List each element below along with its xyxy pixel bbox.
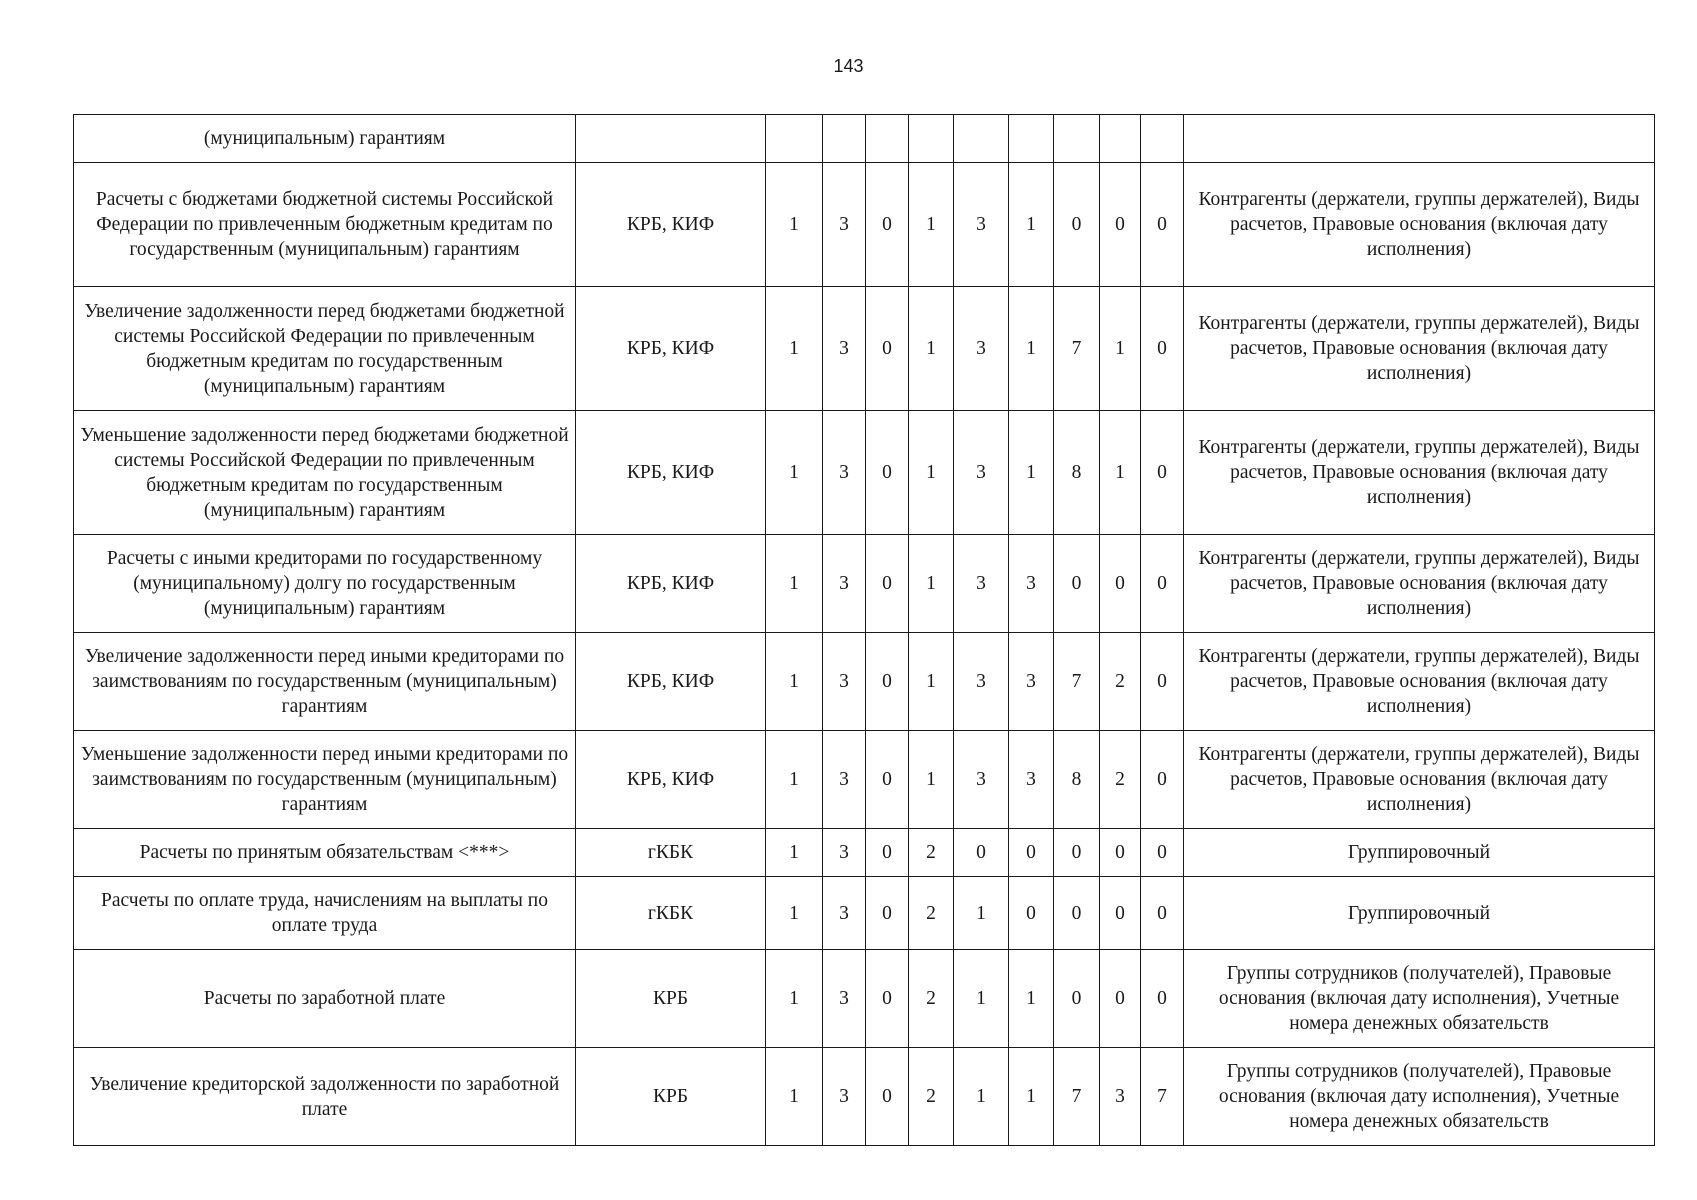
code-digit-cell: 2 bbox=[909, 1048, 954, 1146]
code-digit-cell: 0 bbox=[1141, 877, 1184, 950]
code-digit-cell: 0 bbox=[866, 633, 909, 731]
account-type-cell: КРБ, КИФ bbox=[576, 535, 766, 633]
code-digit-cell: 3 bbox=[823, 950, 866, 1048]
code-digit-cell: 0 bbox=[866, 535, 909, 633]
analytics-cell: Контрагенты (держатели, группы держателей), Виды расчетов, Правовые основания (включая дату исполнения) bbox=[1184, 633, 1655, 731]
code-digit-cell: 0 bbox=[1141, 287, 1184, 411]
code-digit-cell: 0 bbox=[866, 1048, 909, 1146]
table-row bbox=[74, 731, 1655, 829]
code-digit-cell: 0 bbox=[1141, 163, 1184, 287]
code-digit-cell: 3 bbox=[823, 731, 866, 829]
code-digit-cell bbox=[954, 115, 1009, 163]
table-body bbox=[74, 115, 1655, 1146]
code-digit-cell: 0 bbox=[1141, 829, 1184, 877]
code-digit-cell: 0 bbox=[954, 829, 1009, 877]
code-digit-cell: 3 bbox=[823, 1048, 866, 1146]
code-digit-cell bbox=[1009, 115, 1054, 163]
code-digit-cell: 2 bbox=[909, 829, 954, 877]
table-row bbox=[74, 535, 1655, 633]
analytics-cell: Группировочный bbox=[1184, 877, 1655, 950]
code-digit-cell: 1 bbox=[766, 287, 823, 411]
code-digit-cell bbox=[766, 115, 823, 163]
table-row bbox=[74, 163, 1655, 287]
code-digit-cell: 0 bbox=[866, 877, 909, 950]
accounts-table bbox=[73, 114, 1655, 1146]
code-digit-cell: 1 bbox=[766, 633, 823, 731]
account-name-cell: Увеличение задолженности перед иными кредиторами по заимствованиям по государственным (муниципальным) гарантиям bbox=[74, 633, 576, 731]
code-digit-cell: 7 bbox=[1054, 1048, 1100, 1146]
account-type-cell: КРБ, КИФ bbox=[576, 411, 766, 535]
code-digit-cell: 0 bbox=[866, 829, 909, 877]
code-digit-cell: 3 bbox=[823, 633, 866, 731]
account-name-cell: Уменьшение задолженности перед бюджетами бюджетной системы Российской Федерации по привлеченным бюджетным кредитам по государственным (муниципальным) гарантиям bbox=[74, 411, 576, 535]
code-digit-cell: 1 bbox=[954, 877, 1009, 950]
code-digit-cell: 3 bbox=[1009, 535, 1054, 633]
account-type-cell: КРБ, КИФ bbox=[576, 731, 766, 829]
account-type-cell: КРБ bbox=[576, 950, 766, 1048]
code-digit-cell: 1 bbox=[1009, 950, 1054, 1048]
account-name-cell: Уменьшение задолженности перед иными кредиторами по заимствованиям по государственным (муниципальным) гарантиям bbox=[74, 731, 576, 829]
table-row bbox=[74, 829, 1655, 877]
code-digit-cell: 1 bbox=[1100, 287, 1141, 411]
code-digit-cell: 0 bbox=[866, 950, 909, 1048]
code-digit-cell: 3 bbox=[1009, 731, 1054, 829]
code-digit-cell: 1 bbox=[766, 163, 823, 287]
analytics-cell bbox=[1184, 115, 1655, 163]
code-digit-cell: 0 bbox=[1141, 950, 1184, 1048]
code-digit-cell: 0 bbox=[1054, 877, 1100, 950]
code-digit-cell: 1 bbox=[909, 633, 954, 731]
code-digit-cell: 3 bbox=[823, 163, 866, 287]
table-row bbox=[74, 287, 1655, 411]
code-digit-cell: 3 bbox=[954, 633, 1009, 731]
account-type-cell: КРБ, КИФ bbox=[576, 633, 766, 731]
code-digit-cell: 1 bbox=[766, 877, 823, 950]
account-name-cell: Расчеты по принятым обязательствам <***> bbox=[74, 829, 576, 877]
code-digit-cell: 0 bbox=[1100, 950, 1141, 1048]
code-digit-cell: 1 bbox=[766, 535, 823, 633]
code-digit-cell: 1 bbox=[1009, 163, 1054, 287]
table-row bbox=[74, 877, 1655, 950]
code-digit-cell: 1 bbox=[909, 287, 954, 411]
code-digit-cell: 3 bbox=[954, 287, 1009, 411]
code-digit-cell: 0 bbox=[1009, 877, 1054, 950]
account-name-cell: Увеличение задолженности перед бюджетами бюджетной системы Российской Федерации по привлеченным бюджетным кредитам по государственным (муниципальным) гарантиям bbox=[74, 287, 576, 411]
table-row bbox=[74, 411, 1655, 535]
table-row bbox=[74, 950, 1655, 1048]
analytics-cell: Группировочный bbox=[1184, 829, 1655, 877]
code-digit-cell: 1 bbox=[1100, 411, 1141, 535]
code-digit-cell: 8 bbox=[1054, 731, 1100, 829]
account-type-cell: КРБ, КИФ bbox=[576, 287, 766, 411]
code-digit-cell: 0 bbox=[866, 163, 909, 287]
code-digit-cell: 1 bbox=[1009, 287, 1054, 411]
account-name-cell: Расчеты с бюджетами бюджетной системы Российской Федерации по привлеченным бюджетным кредитам по государственным (муниципальным) гарантиям bbox=[74, 163, 576, 287]
code-digit-cell: 0 bbox=[866, 287, 909, 411]
code-digit-cell: 1 bbox=[1009, 1048, 1054, 1146]
analytics-cell: Контрагенты (держатели, группы держателей), Виды расчетов, Правовые основания (включая дату исполнения) bbox=[1184, 411, 1655, 535]
code-digit-cell bbox=[1141, 115, 1184, 163]
analytics-cell: Контрагенты (держатели, группы держателей), Виды расчетов, Правовые основания (включая дату исполнения) bbox=[1184, 287, 1655, 411]
code-digit-cell: 0 bbox=[1054, 535, 1100, 633]
code-digit-cell: 1 bbox=[909, 411, 954, 535]
table-row bbox=[74, 115, 1655, 163]
account-name-cell: Расчеты с иными кредиторами по государственному (муниципальному) долгу по государственным (муниципальным) гарантиям bbox=[74, 535, 576, 633]
analytics-cell: Контрагенты (держатели, группы держателей), Виды расчетов, Правовые основания (включая дату исполнения) bbox=[1184, 163, 1655, 287]
code-digit-cell bbox=[823, 115, 866, 163]
code-digit-cell: 3 bbox=[1100, 1048, 1141, 1146]
code-digit-cell: 7 bbox=[1141, 1048, 1184, 1146]
code-digit-cell: 3 bbox=[823, 535, 866, 633]
code-digit-cell: 1 bbox=[909, 731, 954, 829]
code-digit-cell: 3 bbox=[954, 731, 1009, 829]
analytics-cell: Контрагенты (держатели, группы держателей), Виды расчетов, Правовые основания (включая дату исполнения) bbox=[1184, 731, 1655, 829]
page-number: 143 bbox=[833, 56, 864, 76]
code-digit-cell bbox=[1054, 115, 1100, 163]
code-digit-cell: 0 bbox=[1100, 829, 1141, 877]
account-name-cell: Расчеты по оплате труда, начислениям на выплаты по оплате труда bbox=[74, 877, 576, 950]
analytics-cell: Контрагенты (держатели, группы держателей), Виды расчетов, Правовые основания (включая дату исполнения) bbox=[1184, 535, 1655, 633]
account-name-cell: (муниципальным) гарантиям bbox=[74, 115, 576, 163]
account-type-cell: КРБ, КИФ bbox=[576, 163, 766, 287]
code-digit-cell: 2 bbox=[909, 950, 954, 1048]
table-row bbox=[74, 633, 1655, 731]
account-type-cell: гКБК bbox=[576, 829, 766, 877]
code-digit-cell: 0 bbox=[1054, 829, 1100, 877]
code-digit-cell: 3 bbox=[954, 411, 1009, 535]
code-digit-cell: 3 bbox=[1009, 633, 1054, 731]
code-digit-cell: 3 bbox=[823, 411, 866, 535]
code-digit-cell: 1 bbox=[954, 1048, 1009, 1146]
code-digit-cell: 1 bbox=[909, 163, 954, 287]
analytics-cell: Группы сотрудников (получателей), Правовые основания (включая дату исполнения), Учетные номера денежных обязательств bbox=[1184, 950, 1655, 1048]
code-digit-cell: 0 bbox=[1141, 535, 1184, 633]
code-digit-cell: 7 bbox=[1054, 633, 1100, 731]
code-digit-cell: 0 bbox=[1054, 950, 1100, 1048]
code-digit-cell: 0 bbox=[866, 731, 909, 829]
code-digit-cell: 0 bbox=[1100, 163, 1141, 287]
code-digit-cell: 0 bbox=[1100, 535, 1141, 633]
code-digit-cell: 1 bbox=[766, 411, 823, 535]
code-digit-cell: 0 bbox=[1054, 163, 1100, 287]
code-digit-cell: 2 bbox=[1100, 731, 1141, 829]
code-digit-cell: 3 bbox=[954, 163, 1009, 287]
code-digit-cell: 8 bbox=[1054, 411, 1100, 535]
code-digit-cell: 2 bbox=[909, 877, 954, 950]
account-name-cell: Увеличение кредиторской задолженности по заработной плате bbox=[74, 1048, 576, 1146]
account-type-cell bbox=[576, 115, 766, 163]
code-digit-cell: 1 bbox=[766, 829, 823, 877]
code-digit-cell: 1 bbox=[766, 1048, 823, 1146]
code-digit-cell: 0 bbox=[866, 411, 909, 535]
code-digit-cell bbox=[1100, 115, 1141, 163]
code-digit-cell: 0 bbox=[1100, 877, 1141, 950]
account-type-cell: гКБК bbox=[576, 877, 766, 950]
code-digit-cell: 1 bbox=[954, 950, 1009, 1048]
code-digit-cell: 1 bbox=[766, 950, 823, 1048]
analytics-cell: Группы сотрудников (получателей), Правовые основания (включая дату исполнения), Учетные номера денежных обязательств bbox=[1184, 1048, 1655, 1146]
account-name-cell: Расчеты по заработной плате bbox=[74, 950, 576, 1048]
code-digit-cell: 1 bbox=[1009, 411, 1054, 535]
code-digit-cell: 1 bbox=[909, 535, 954, 633]
code-digit-cell: 2 bbox=[1100, 633, 1141, 731]
code-digit-cell: 0 bbox=[1141, 731, 1184, 829]
code-digit-cell: 3 bbox=[823, 829, 866, 877]
code-digit-cell: 1 bbox=[766, 731, 823, 829]
code-digit-cell: 3 bbox=[954, 535, 1009, 633]
code-digit-cell: 0 bbox=[1141, 633, 1184, 731]
code-digit-cell: 7 bbox=[1054, 287, 1100, 411]
code-digit-cell: 0 bbox=[1141, 411, 1184, 535]
code-digit-cell: 3 bbox=[823, 877, 866, 950]
account-type-cell: КРБ bbox=[576, 1048, 766, 1146]
code-digit-cell bbox=[866, 115, 909, 163]
table-row bbox=[74, 1048, 1655, 1146]
code-digit-cell bbox=[909, 115, 954, 163]
code-digit-cell: 0 bbox=[1009, 829, 1054, 877]
code-digit-cell: 3 bbox=[823, 287, 866, 411]
